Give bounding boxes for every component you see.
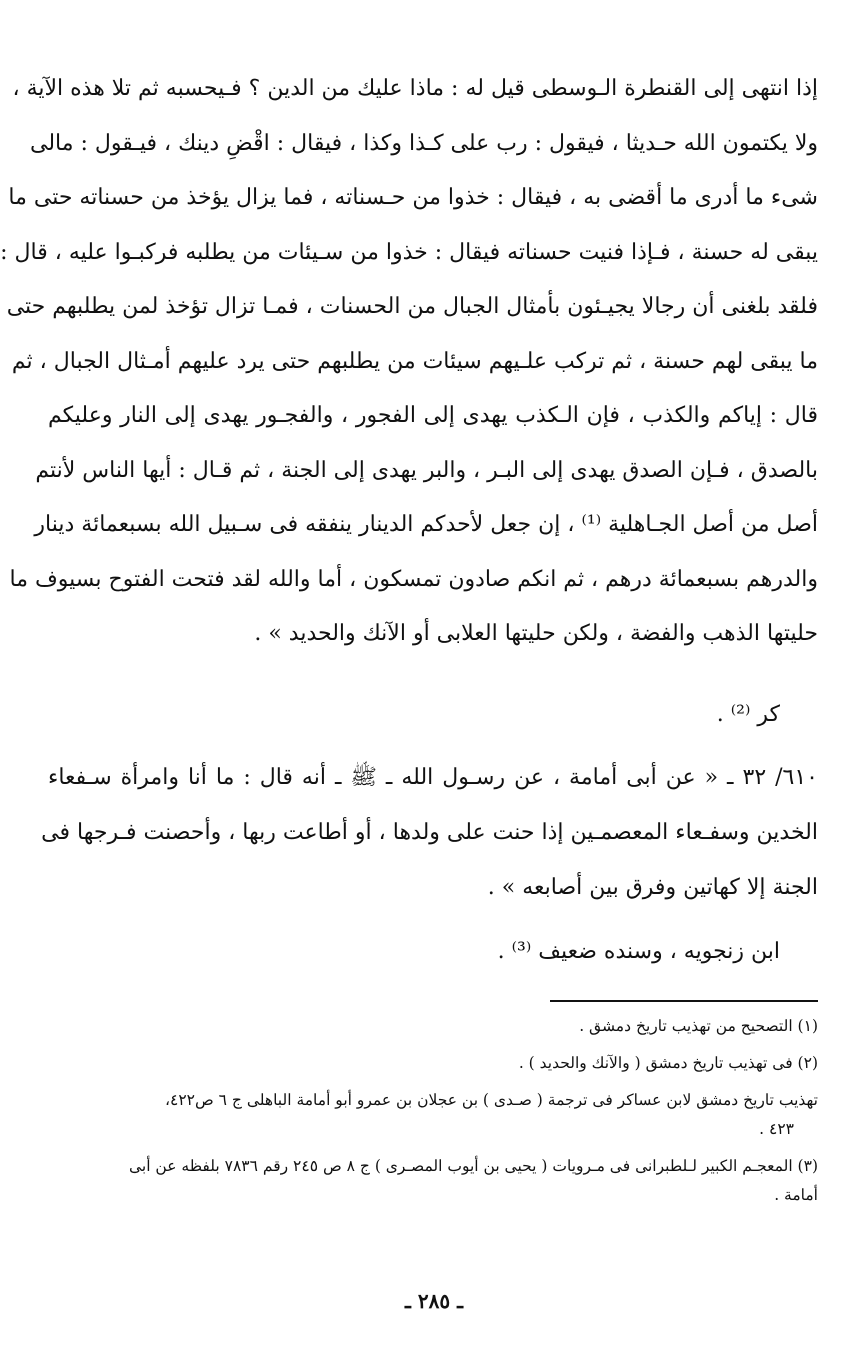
text-line: أصل من أصل الجـاهلية ⁽¹⁾ ، إن جعل لأحدكم الدينار ينفقه فى سـبيل الله بسبعمائة دينار bbox=[34, 512, 818, 537]
footnote-divider bbox=[550, 1000, 818, 1002]
hadith-block bbox=[41, 750, 818, 915]
text-line: شىء ما أدرى ما أقضى به ، فيقال : خذوا من حـسناته ، فما يزال يؤخذ من حسناته حتى ما bbox=[8, 185, 818, 210]
footnote-1: (١) التصحيح من تهذيب تاريخ دمشق . bbox=[579, 1017, 818, 1035]
main-text-block bbox=[0, 62, 818, 662]
text-line: إذا انتهى إلى القنطرة الـوسطى قيل له : ماذا عليك من الدين ؟ فـيحسبه ثم تلا هذه الآية ، bbox=[12, 76, 818, 101]
text-line: فلقد بلغنى أن رجالا يجيـئون بأمثال الجبال من الحسنات ، فمـا تزال تؤخذ لمن يطلبهم حتى bbox=[6, 294, 818, 319]
hadith-line: الخدين وسفـعاء المعصمـين إذا حنت على ولدها ، أو أطاعت ربها ، وأحصنت فـرجها فى bbox=[41, 820, 818, 845]
footnotes-block bbox=[48, 1012, 818, 1210]
text-line: قال : إياكم والكذب ، فإن الـكذب يهدى إلى الفجور ، والفجـور يهدى إلى النار وعليكم bbox=[48, 403, 818, 428]
footnote-2-continuation-end: ٤٢٣ . bbox=[759, 1120, 794, 1138]
hadith-line: ٦١٠/ ٣٢ ـ « عن أبى أمامة ، عن رسـول الله ـ ﷺ ـ أنه قال : ما أنا وامرأة سـفعاء bbox=[48, 765, 818, 790]
footnote-2-continuation: تهذيب تاريخ دمشق لابن عساكر فى ترجمة ( صـدى ) بن عجلان بن عمرو أبو أمامة الباهلى ج ٦ ص٤٢٢، bbox=[165, 1091, 818, 1109]
hadith-source: ابن زنجويه ، وسنده ضعيف ⁽³⁾ . bbox=[497, 939, 780, 964]
text-line: بالصدق ، فـإن الصدق يهدى إلى البـر ، والبر يهدى إلى الجنة ، ثم قـال : أيها الناس لأنتم bbox=[35, 457, 818, 483]
footnote-3-end: أمامة . bbox=[774, 1186, 818, 1204]
page-number: ـ ٢٨٥ ـ bbox=[405, 1289, 463, 1313]
text-line: ولا يكتمون الله حـديثا ، فيقول : رب على كـذا وكذا ، فيقال : اقْضِ دينك ، فيـقول : مالى bbox=[30, 130, 818, 156]
hadith-line: الجنة إلا كهاتين وفرق بين أصابعه » . bbox=[487, 875, 818, 900]
text-line: والدرهم بسبعمائة درهم ، ثم انكم صادون تمسكون ، أما والله لقد فتحت الفتوح بسيوف ما bbox=[9, 566, 818, 592]
text-line: ما يبقى لهم حسنة ، ثم تركب علـيهم سيئات من يطلبهم حتى يرد عليهم أمـثال الجبال ، ثم bbox=[11, 348, 818, 374]
footnote-2: (٢) فى تهذيب تاريخ دمشق ( والآنك والحديد ) . bbox=[518, 1054, 818, 1072]
footnote-3: (٣) المعجـم الكبير لـلطبرانى فى مـرويات ( يحيى بن أيوب المصـرى ) ج ٨ ص ٢٤٥ رقم ٧٨٣٦ بلفظه عن أبى bbox=[128, 1157, 818, 1175]
text-line: حليتها الذهب والفضة ، ولكن حليتها العلابى أو الآنك والحديد » . bbox=[254, 621, 818, 646]
source-abbreviation: كر ⁽²⁾ . bbox=[716, 702, 780, 727]
text-line: يبقى له حسنة ، فـإذا فنيت حسناته فيقال : خذوا من سـيئات من يطلبه فركبـوا عليه ، قال : bbox=[0, 239, 818, 265]
